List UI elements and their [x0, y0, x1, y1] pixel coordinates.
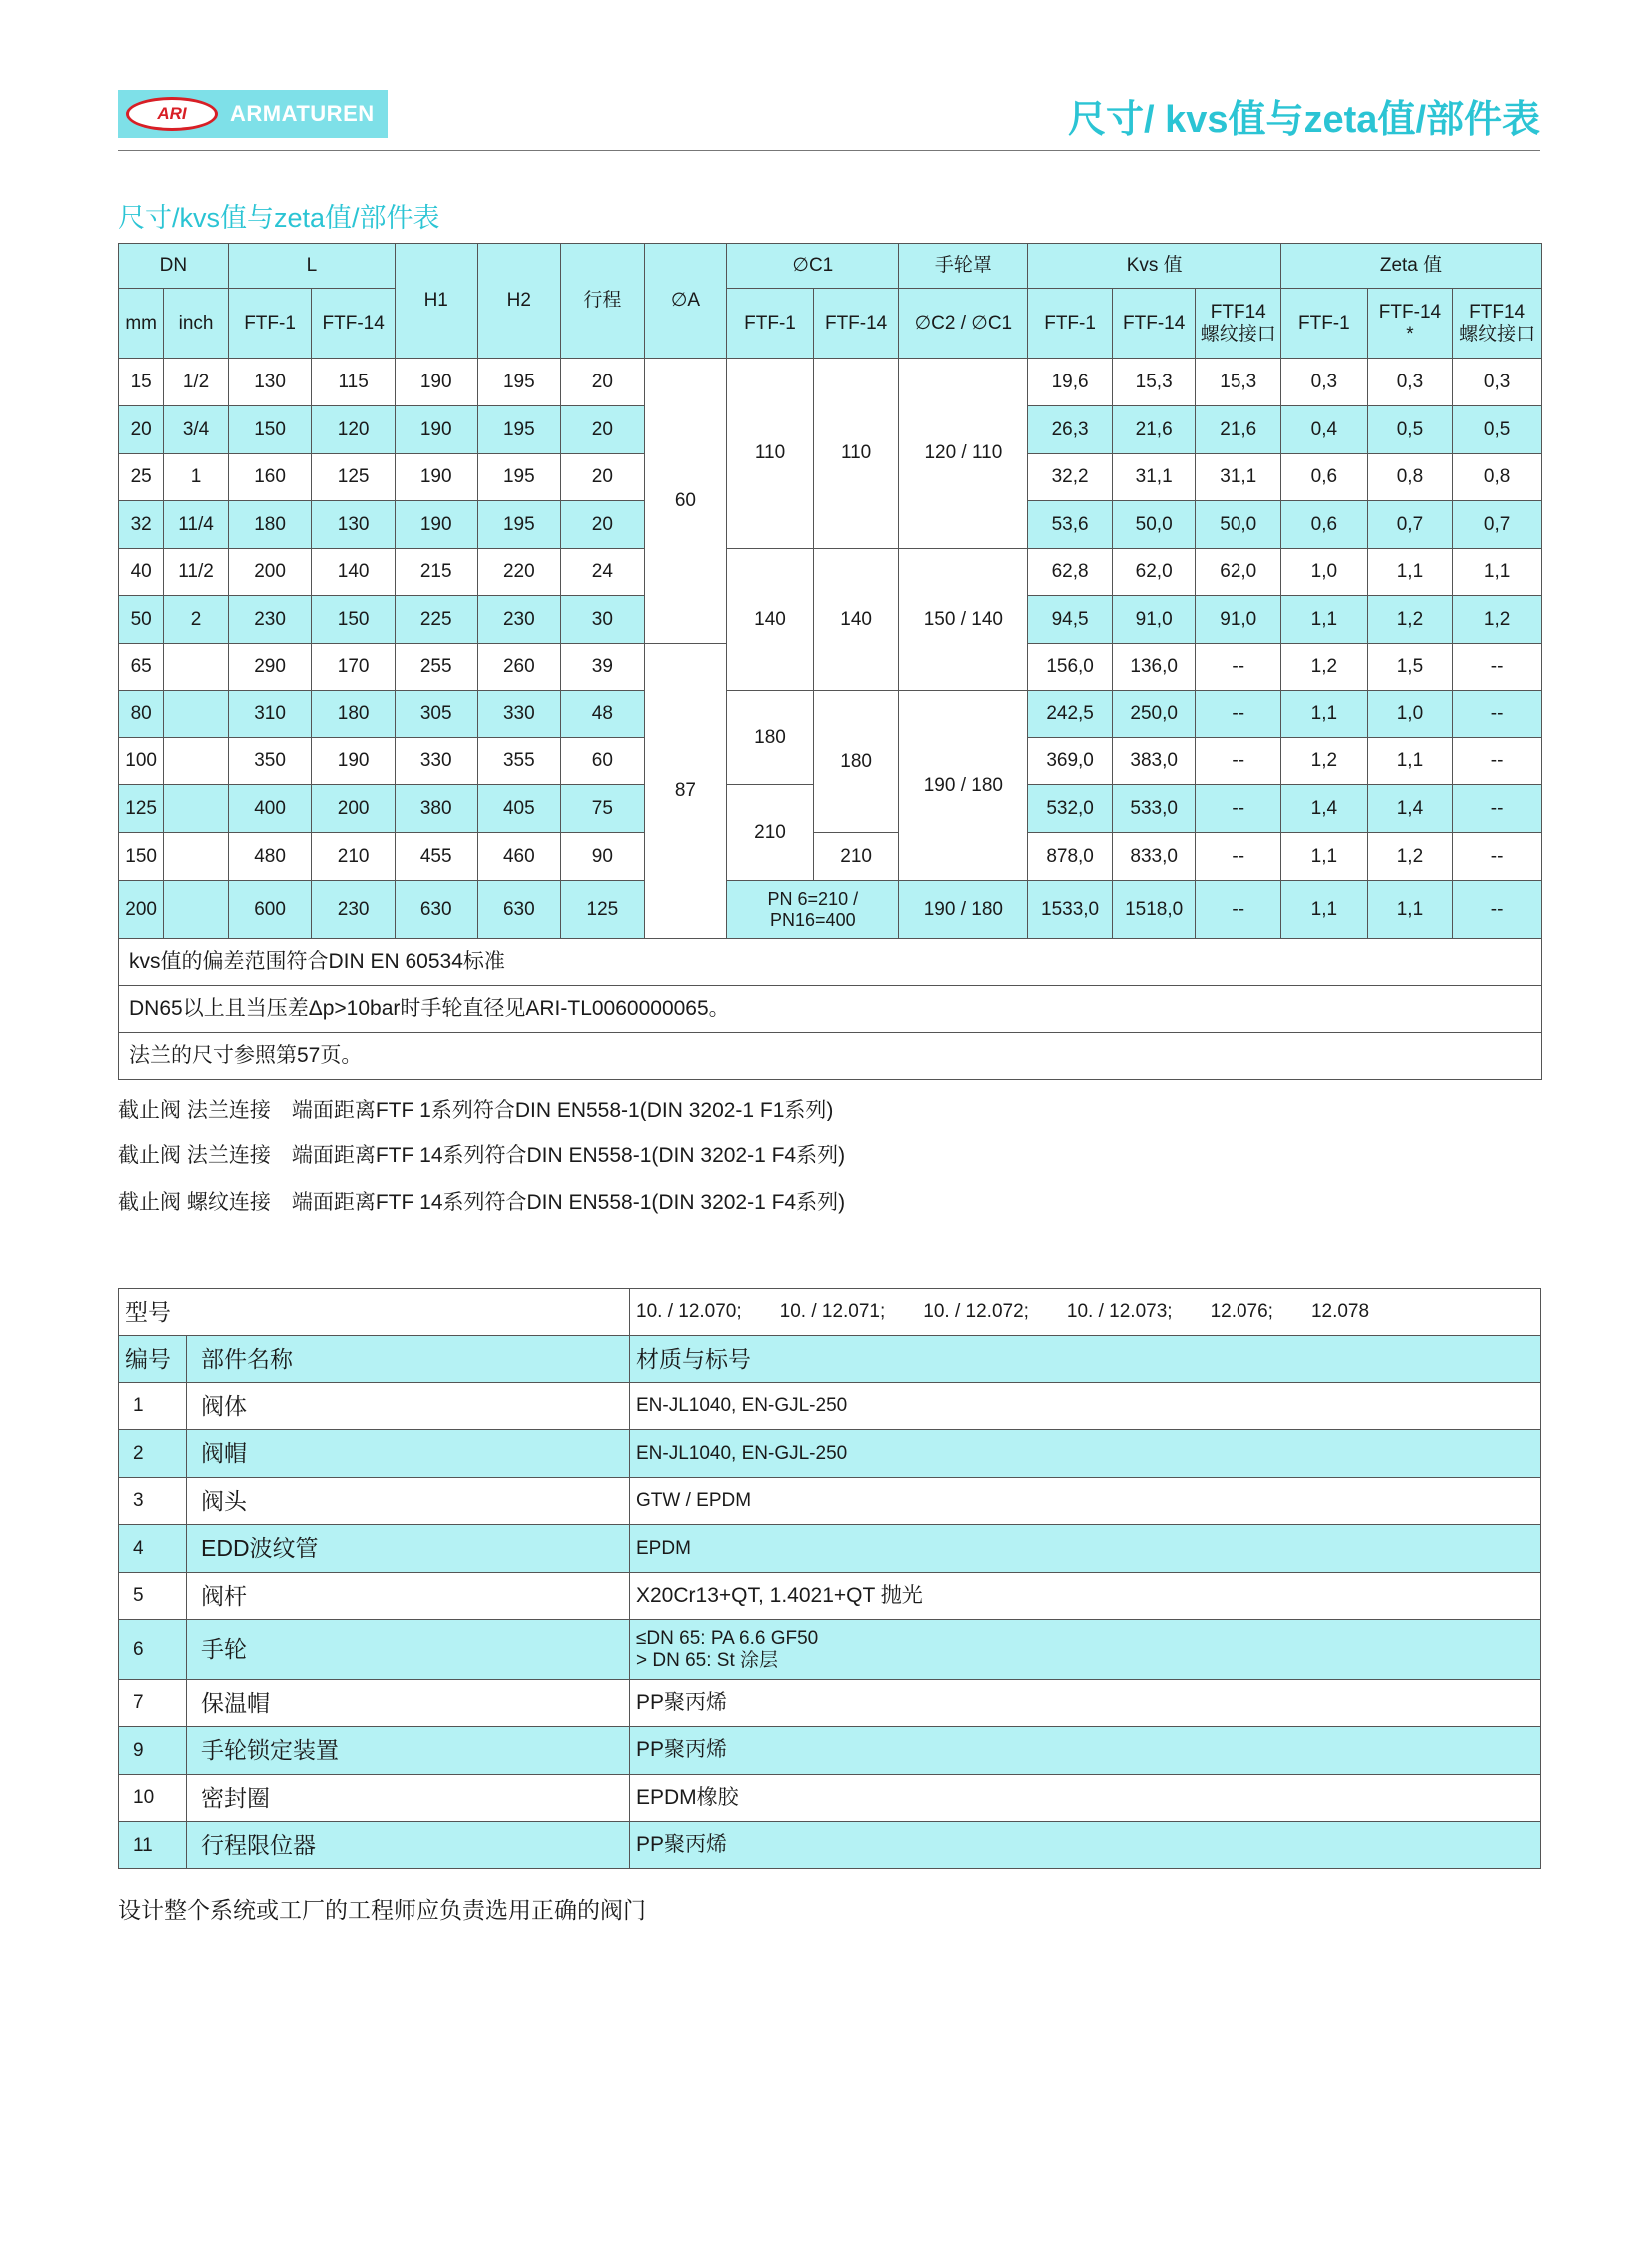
cell-kvs-ftf14: 383,0: [1112, 738, 1196, 785]
cell-dn-inch: [164, 881, 228, 939]
cell-l-ftf1: 200: [228, 549, 312, 596]
cell-l-ftf1: 400: [228, 785, 312, 833]
cell-l-ftf1: 150: [228, 406, 312, 454]
cell-dn-inch: 11/4: [164, 501, 228, 549]
cell-kvs-thread: 15,3: [1196, 359, 1281, 406]
company-logo: [118, 90, 388, 138]
header-zeta-thread: FTF14 螺纹接口: [1453, 289, 1542, 359]
cell-h2: 195: [477, 406, 561, 454]
cell-zeta-ftf14: 0,8: [1367, 454, 1453, 501]
part-material: PP聚丙烯: [630, 1822, 1541, 1869]
part-name: 阀帽: [187, 1430, 630, 1478]
header-c1: ∅C1: [727, 244, 899, 289]
part-name: 手轮: [187, 1620, 630, 1680]
cell-dn-mm: 200: [119, 881, 164, 939]
cell-l-ftf1: 480: [228, 833, 312, 881]
dimensions-table: [118, 243, 1542, 1080]
cell-kvs-ftf1: 62,8: [1028, 549, 1113, 596]
part-name: 手轮锁定装置: [187, 1727, 630, 1775]
part-name: 阀头: [187, 1478, 630, 1525]
cell-c1-ftf1-180: 180: [727, 691, 814, 785]
cell-zeta-thread: 1,1: [1453, 549, 1542, 596]
cell-stroke: 30: [561, 596, 645, 644]
cell-dn-mm: 50: [119, 596, 164, 644]
parts-table: [118, 1288, 1541, 1869]
cell-zeta-thread: --: [1453, 691, 1542, 738]
cell-zeta-ftf14: 1,5: [1367, 644, 1453, 691]
page-header-title: 尺寸/ kvs值与zeta值/部件表: [1068, 99, 1540, 141]
cell-kvs-ftf14: 15,3: [1112, 359, 1196, 406]
cell-kvs-ftf1: 242,5: [1028, 691, 1113, 738]
cell-l-ftf14: 170: [312, 644, 396, 691]
part-material: EN-JL1040, EN-GJL-250: [630, 1383, 1541, 1430]
cell-kvs-ftf1: 26,3: [1028, 406, 1113, 454]
model-value: 10. / 12.070; 10. / 12.071; 10. / 12.072; 10. / 12.073; 12.076; 12.078: [630, 1289, 1541, 1336]
cell-h2: 195: [477, 454, 561, 501]
cell-kvs-ftf1: 32,2: [1028, 454, 1113, 501]
cell-zeta-ftf14: 0,7: [1367, 501, 1453, 549]
part-name: 密封圈: [187, 1775, 630, 1822]
cell-c1-ftf1-140: 140: [727, 549, 814, 691]
header-l: L: [228, 244, 395, 289]
cell-dn-inch: [164, 785, 228, 833]
table-row: [119, 1822, 1541, 1869]
model-label: 型号: [119, 1289, 630, 1336]
part-num: 11: [119, 1822, 187, 1869]
cell-zeta-ftf1: 1,2: [1281, 738, 1368, 785]
header-divider: [118, 150, 1540, 151]
cell-zeta-ftf14: 1,1: [1367, 881, 1453, 939]
part-name: 阀杆: [187, 1573, 630, 1620]
cell-kvs-thread: 50,0: [1196, 501, 1281, 549]
cell-h2: 260: [477, 644, 561, 691]
cell-h2: 330: [477, 691, 561, 738]
cell-l-ftf14: 190: [312, 738, 396, 785]
header-l-ftf14: FTF-14: [312, 289, 396, 359]
cell-dn-mm: 25: [119, 454, 164, 501]
table-row: [119, 1573, 1541, 1620]
cell-l-ftf1: 350: [228, 738, 312, 785]
cell-h1: 190: [395, 501, 477, 549]
cell-h2: 405: [477, 785, 561, 833]
cell-zeta-thread: --: [1453, 738, 1542, 785]
table-row: [119, 359, 1542, 406]
cell-c1-ftf1-110: 110: [727, 359, 814, 549]
cell-stroke: 20: [561, 454, 645, 501]
cell-zeta-thread: 0,3: [1453, 359, 1542, 406]
cell-stroke: 125: [561, 881, 645, 939]
header-handwheel: 手轮罩: [899, 244, 1028, 289]
cell-zeta-ftf1: 1,1: [1281, 833, 1368, 881]
header-c2c1: ∅C2 / ∅C1: [899, 289, 1028, 359]
header-h2: H2: [477, 244, 561, 359]
cell-kvs-thread: --: [1196, 785, 1281, 833]
table-row: [119, 1478, 1541, 1525]
table-row: [119, 1727, 1541, 1775]
cell-stroke: 24: [561, 549, 645, 596]
cell-dn-inch: 3/4: [164, 406, 228, 454]
cell-stroke: 20: [561, 359, 645, 406]
header-kvs-ftf14: FTF-14: [1112, 289, 1196, 359]
cell-dn-mm: 150: [119, 833, 164, 881]
cell-a-60: 60: [644, 359, 727, 644]
part-num: 6: [119, 1620, 187, 1680]
table-row: [119, 1775, 1541, 1822]
header-l-ftf1: FTF-1: [228, 289, 312, 359]
cell-zeta-ftf14: 0,5: [1367, 406, 1453, 454]
cell-zeta-thread: --: [1453, 644, 1542, 691]
header-kvs: Kvs 值: [1028, 244, 1281, 289]
part-num: 3: [119, 1478, 187, 1525]
table-row: [119, 691, 1542, 738]
standard-note: 截止阀 法兰连接 端面距离FTF 14系列符合DIN EN558-1(DIN 3202-1 F4系列): [118, 1144, 846, 1167]
cell-stroke: 20: [561, 406, 645, 454]
cell-h1: 330: [395, 738, 477, 785]
cell-dn-inch: 2: [164, 596, 228, 644]
cell-handwheel-190: 190 / 180: [899, 691, 1028, 881]
cell-l-ftf1: 180: [228, 501, 312, 549]
part-name: 行程限位器: [187, 1822, 630, 1869]
cell-kvs-ftf1: 369,0: [1028, 738, 1113, 785]
cell-handwheel-120: 120 / 110: [899, 359, 1028, 549]
cell-l-ftf14: 120: [312, 406, 396, 454]
cell-zeta-thread: 1,2: [1453, 596, 1542, 644]
cell-zeta-thread: --: [1453, 833, 1542, 881]
cell-dn-inch: 11/2: [164, 549, 228, 596]
cell-h1: 305: [395, 691, 477, 738]
cell-c1-200: PN 6=210 / PN16=400: [727, 881, 899, 939]
cell-stroke: 90: [561, 833, 645, 881]
cell-h2: 230: [477, 596, 561, 644]
cell-l-ftf1: 600: [228, 881, 312, 939]
header-h1: H1: [395, 244, 477, 359]
table-row: [119, 881, 1542, 939]
cell-c1-ftf14-210: 210: [813, 833, 899, 881]
part-num: 2: [119, 1430, 187, 1478]
cell-a-87: 87: [644, 644, 727, 939]
cell-h1: 190: [395, 406, 477, 454]
standard-note: 截止阀 法兰连接 端面距离FTF 1系列符合DIN EN558-1(DIN 3202-1 F1系列): [118, 1099, 834, 1121]
cell-h2: 460: [477, 833, 561, 881]
cell-l-ftf14: 180: [312, 691, 396, 738]
header-kvs-ftf1: FTF-1: [1028, 289, 1113, 359]
cell-h1: 190: [395, 454, 477, 501]
part-material: EPDM: [630, 1525, 1541, 1573]
cell-kvs-ftf14: 1518,0: [1112, 881, 1196, 939]
cell-zeta-ftf1: 1,1: [1281, 596, 1368, 644]
cell-dn-inch: [164, 833, 228, 881]
cell-kvs-thread: --: [1196, 644, 1281, 691]
cell-dn-inch: [164, 738, 228, 785]
table-row: [119, 549, 1542, 596]
cell-handwheel-200: 190 / 180: [899, 881, 1028, 939]
part-num: 5: [119, 1573, 187, 1620]
table-row: [119, 1680, 1541, 1727]
cell-stroke: 48: [561, 691, 645, 738]
header-num: 编号: [119, 1336, 187, 1383]
cell-kvs-thread: 62,0: [1196, 549, 1281, 596]
cell-c1-ftf1-210: 210: [727, 785, 814, 881]
cell-kvs-ftf14: 250,0: [1112, 691, 1196, 738]
cell-l-ftf14: 115: [312, 359, 396, 406]
header-zeta-ftf1: FTF-1: [1281, 289, 1368, 359]
cell-stroke: 20: [561, 501, 645, 549]
part-name: 保温帽: [187, 1680, 630, 1727]
cell-zeta-ftf1: 1,1: [1281, 881, 1368, 939]
part-num: 10: [119, 1775, 187, 1822]
cell-c1-ftf14-110: 110: [813, 359, 899, 549]
cell-h1: 190: [395, 359, 477, 406]
cell-zeta-ftf1: 1,2: [1281, 644, 1368, 691]
standard-note: 截止阀 螺纹连接 端面距离FTF 14系列符合DIN EN558-1(DIN 3202-1 F4系列): [118, 1191, 846, 1214]
part-material: X20Cr13+QT, 1.4021+QT 抛光: [630, 1573, 1541, 1620]
cell-l-ftf1: 130: [228, 359, 312, 406]
cell-kvs-ftf1: 1533,0: [1028, 881, 1113, 939]
header-c1-ftf1: FTF-1: [727, 289, 814, 359]
table-note: 法兰的尺寸参照第57页。: [119, 1033, 1542, 1080]
cell-dn-inch: [164, 644, 228, 691]
part-name: 阀体: [187, 1383, 630, 1430]
header-material: 材质与标号: [630, 1336, 1541, 1383]
cell-zeta-ftf14: 1,1: [1367, 549, 1453, 596]
cell-stroke: 60: [561, 738, 645, 785]
part-material: PP聚丙烯: [630, 1680, 1541, 1727]
cell-zeta-thread: 0,7: [1453, 501, 1542, 549]
header-c1-ftf14: FTF-14: [813, 289, 899, 359]
cell-kvs-ftf1: 156,0: [1028, 644, 1113, 691]
cell-kvs-ftf1: 532,0: [1028, 785, 1113, 833]
header-stroke: 行程: [561, 244, 645, 359]
cell-stroke: 39: [561, 644, 645, 691]
cell-kvs-ftf14: 91,0: [1112, 596, 1196, 644]
cell-h2: 355: [477, 738, 561, 785]
cell-zeta-ftf1: 0,3: [1281, 359, 1368, 406]
header-dn: DN: [119, 244, 229, 289]
cell-l-ftf1: 230: [228, 596, 312, 644]
cell-l-ftf14: 130: [312, 501, 396, 549]
cell-l-ftf1: 160: [228, 454, 312, 501]
header-zeta-ftf14: FTF-14 *: [1367, 289, 1453, 359]
logo-mark: ARI: [126, 97, 218, 131]
cell-h2: 630: [477, 881, 561, 939]
cell-h2: 220: [477, 549, 561, 596]
cell-kvs-ftf1: 53,6: [1028, 501, 1113, 549]
cell-l-ftf14: 140: [312, 549, 396, 596]
part-num: 4: [119, 1525, 187, 1573]
cell-dn-inch: 1: [164, 454, 228, 501]
cell-l-ftf14: 125: [312, 454, 396, 501]
section-title: 尺寸/kvs值与zeta值/部件表: [118, 203, 440, 233]
cell-dn-mm: 100: [119, 738, 164, 785]
cell-h1: 380: [395, 785, 477, 833]
cell-handwheel-150: 150 / 140: [899, 549, 1028, 691]
part-name: EDD波纹管: [187, 1525, 630, 1573]
cell-c1-ftf14-140: 140: [813, 549, 899, 691]
cell-kvs-ftf14: 50,0: [1112, 501, 1196, 549]
cell-zeta-ftf1: 0,4: [1281, 406, 1368, 454]
part-num: 7: [119, 1680, 187, 1727]
cell-dn-mm: 65: [119, 644, 164, 691]
cell-l-ftf14: 150: [312, 596, 396, 644]
part-material: GTW / EPDM: [630, 1478, 1541, 1525]
cell-c1-ftf14-180: 180: [813, 691, 899, 833]
cell-kvs-thread: --: [1196, 691, 1281, 738]
cell-kvs-ftf1: 94,5: [1028, 596, 1113, 644]
cell-kvs-ftf1: 878,0: [1028, 833, 1113, 881]
cell-h1: 455: [395, 833, 477, 881]
cell-l-ftf1: 310: [228, 691, 312, 738]
table-row: [119, 1430, 1541, 1478]
cell-zeta-ftf14: 1,2: [1367, 833, 1453, 881]
cell-kvs-ftf14: 31,1: [1112, 454, 1196, 501]
cell-zeta-ftf14: 0,3: [1367, 359, 1453, 406]
cell-dn-inch: [164, 691, 228, 738]
cell-zeta-ftf14: 1,0: [1367, 691, 1453, 738]
logo-text: ARMATUREN: [230, 101, 375, 126]
cell-kvs-ftf14: 62,0: [1112, 549, 1196, 596]
table-note: DN65以上且当压差Δp>10bar时手轮直径见ARI-TL0060000065。: [119, 986, 1542, 1033]
cell-kvs-thread: 31,1: [1196, 454, 1281, 501]
part-material: PP聚丙烯: [630, 1727, 1541, 1775]
cell-h1: 225: [395, 596, 477, 644]
cell-h1: 255: [395, 644, 477, 691]
footer-note: 设计整个系统或工厂的工程师应负责选用正确的阀门: [118, 1897, 646, 1923]
cell-zeta-thread: 0,8: [1453, 454, 1542, 501]
cell-h2: 195: [477, 359, 561, 406]
table-row: [119, 1620, 1541, 1680]
cell-dn-mm: 32: [119, 501, 164, 549]
header-inch: inch: [164, 289, 228, 359]
part-material: EPDM橡胶: [630, 1775, 1541, 1822]
header-zeta: Zeta 值: [1281, 244, 1542, 289]
part-num: 9: [119, 1727, 187, 1775]
cell-dn-mm: 20: [119, 406, 164, 454]
cell-kvs-ftf14: 533,0: [1112, 785, 1196, 833]
cell-zeta-ftf1: 1,0: [1281, 549, 1368, 596]
cell-zeta-ftf1: 0,6: [1281, 501, 1368, 549]
cell-l-ftf1: 290: [228, 644, 312, 691]
header-kvs-thread: FTF14 螺纹接口: [1196, 289, 1281, 359]
cell-h2: 195: [477, 501, 561, 549]
cell-zeta-ftf14: 1,4: [1367, 785, 1453, 833]
header-part-name: 部件名称: [187, 1336, 630, 1383]
cell-kvs-thread: --: [1196, 881, 1281, 939]
cell-kvs-ftf1: 19,6: [1028, 359, 1113, 406]
cell-zeta-ftf14: 1,2: [1367, 596, 1453, 644]
part-material: EN-JL1040, EN-GJL-250: [630, 1430, 1541, 1478]
part-num: 1: [119, 1383, 187, 1430]
cell-kvs-thread: --: [1196, 833, 1281, 881]
table-row: [119, 1525, 1541, 1573]
cell-dn-mm: 40: [119, 549, 164, 596]
table-row: [119, 833, 1542, 881]
cell-kvs-thread: 21,6: [1196, 406, 1281, 454]
cell-zeta-ftf1: 0,6: [1281, 454, 1368, 501]
cell-zeta-thread: 0,5: [1453, 406, 1542, 454]
cell-dn-inch: 1/2: [164, 359, 228, 406]
cell-kvs-ftf14: 21,6: [1112, 406, 1196, 454]
header-a: ∅A: [644, 244, 727, 359]
cell-kvs-ftf14: 833,0: [1112, 833, 1196, 881]
cell-h1: 215: [395, 549, 477, 596]
cell-dn-mm: 125: [119, 785, 164, 833]
part-material: ≤DN 65: PA 6.6 GF50 > DN 65: St 涂层: [630, 1620, 1541, 1680]
cell-h1: 630: [395, 881, 477, 939]
cell-zeta-thread: --: [1453, 785, 1542, 833]
cell-zeta-ftf1: 1,4: [1281, 785, 1368, 833]
cell-kvs-ftf14: 136,0: [1112, 644, 1196, 691]
cell-zeta-ftf1: 1,1: [1281, 691, 1368, 738]
cell-kvs-thread: --: [1196, 738, 1281, 785]
cell-kvs-thread: 91,0: [1196, 596, 1281, 644]
cell-l-ftf14: 200: [312, 785, 396, 833]
table-note: kvs值的偏差范围符合DIN EN 60534标准: [119, 939, 1542, 986]
cell-zeta-ftf14: 1,1: [1367, 738, 1453, 785]
cell-stroke: 75: [561, 785, 645, 833]
cell-zeta-thread: --: [1453, 881, 1542, 939]
table-row: [119, 1383, 1541, 1430]
cell-l-ftf14: 210: [312, 833, 396, 881]
cell-dn-mm: 80: [119, 691, 164, 738]
cell-dn-mm: 15: [119, 359, 164, 406]
cell-l-ftf14: 230: [312, 881, 396, 939]
header-mm: mm: [119, 289, 164, 359]
